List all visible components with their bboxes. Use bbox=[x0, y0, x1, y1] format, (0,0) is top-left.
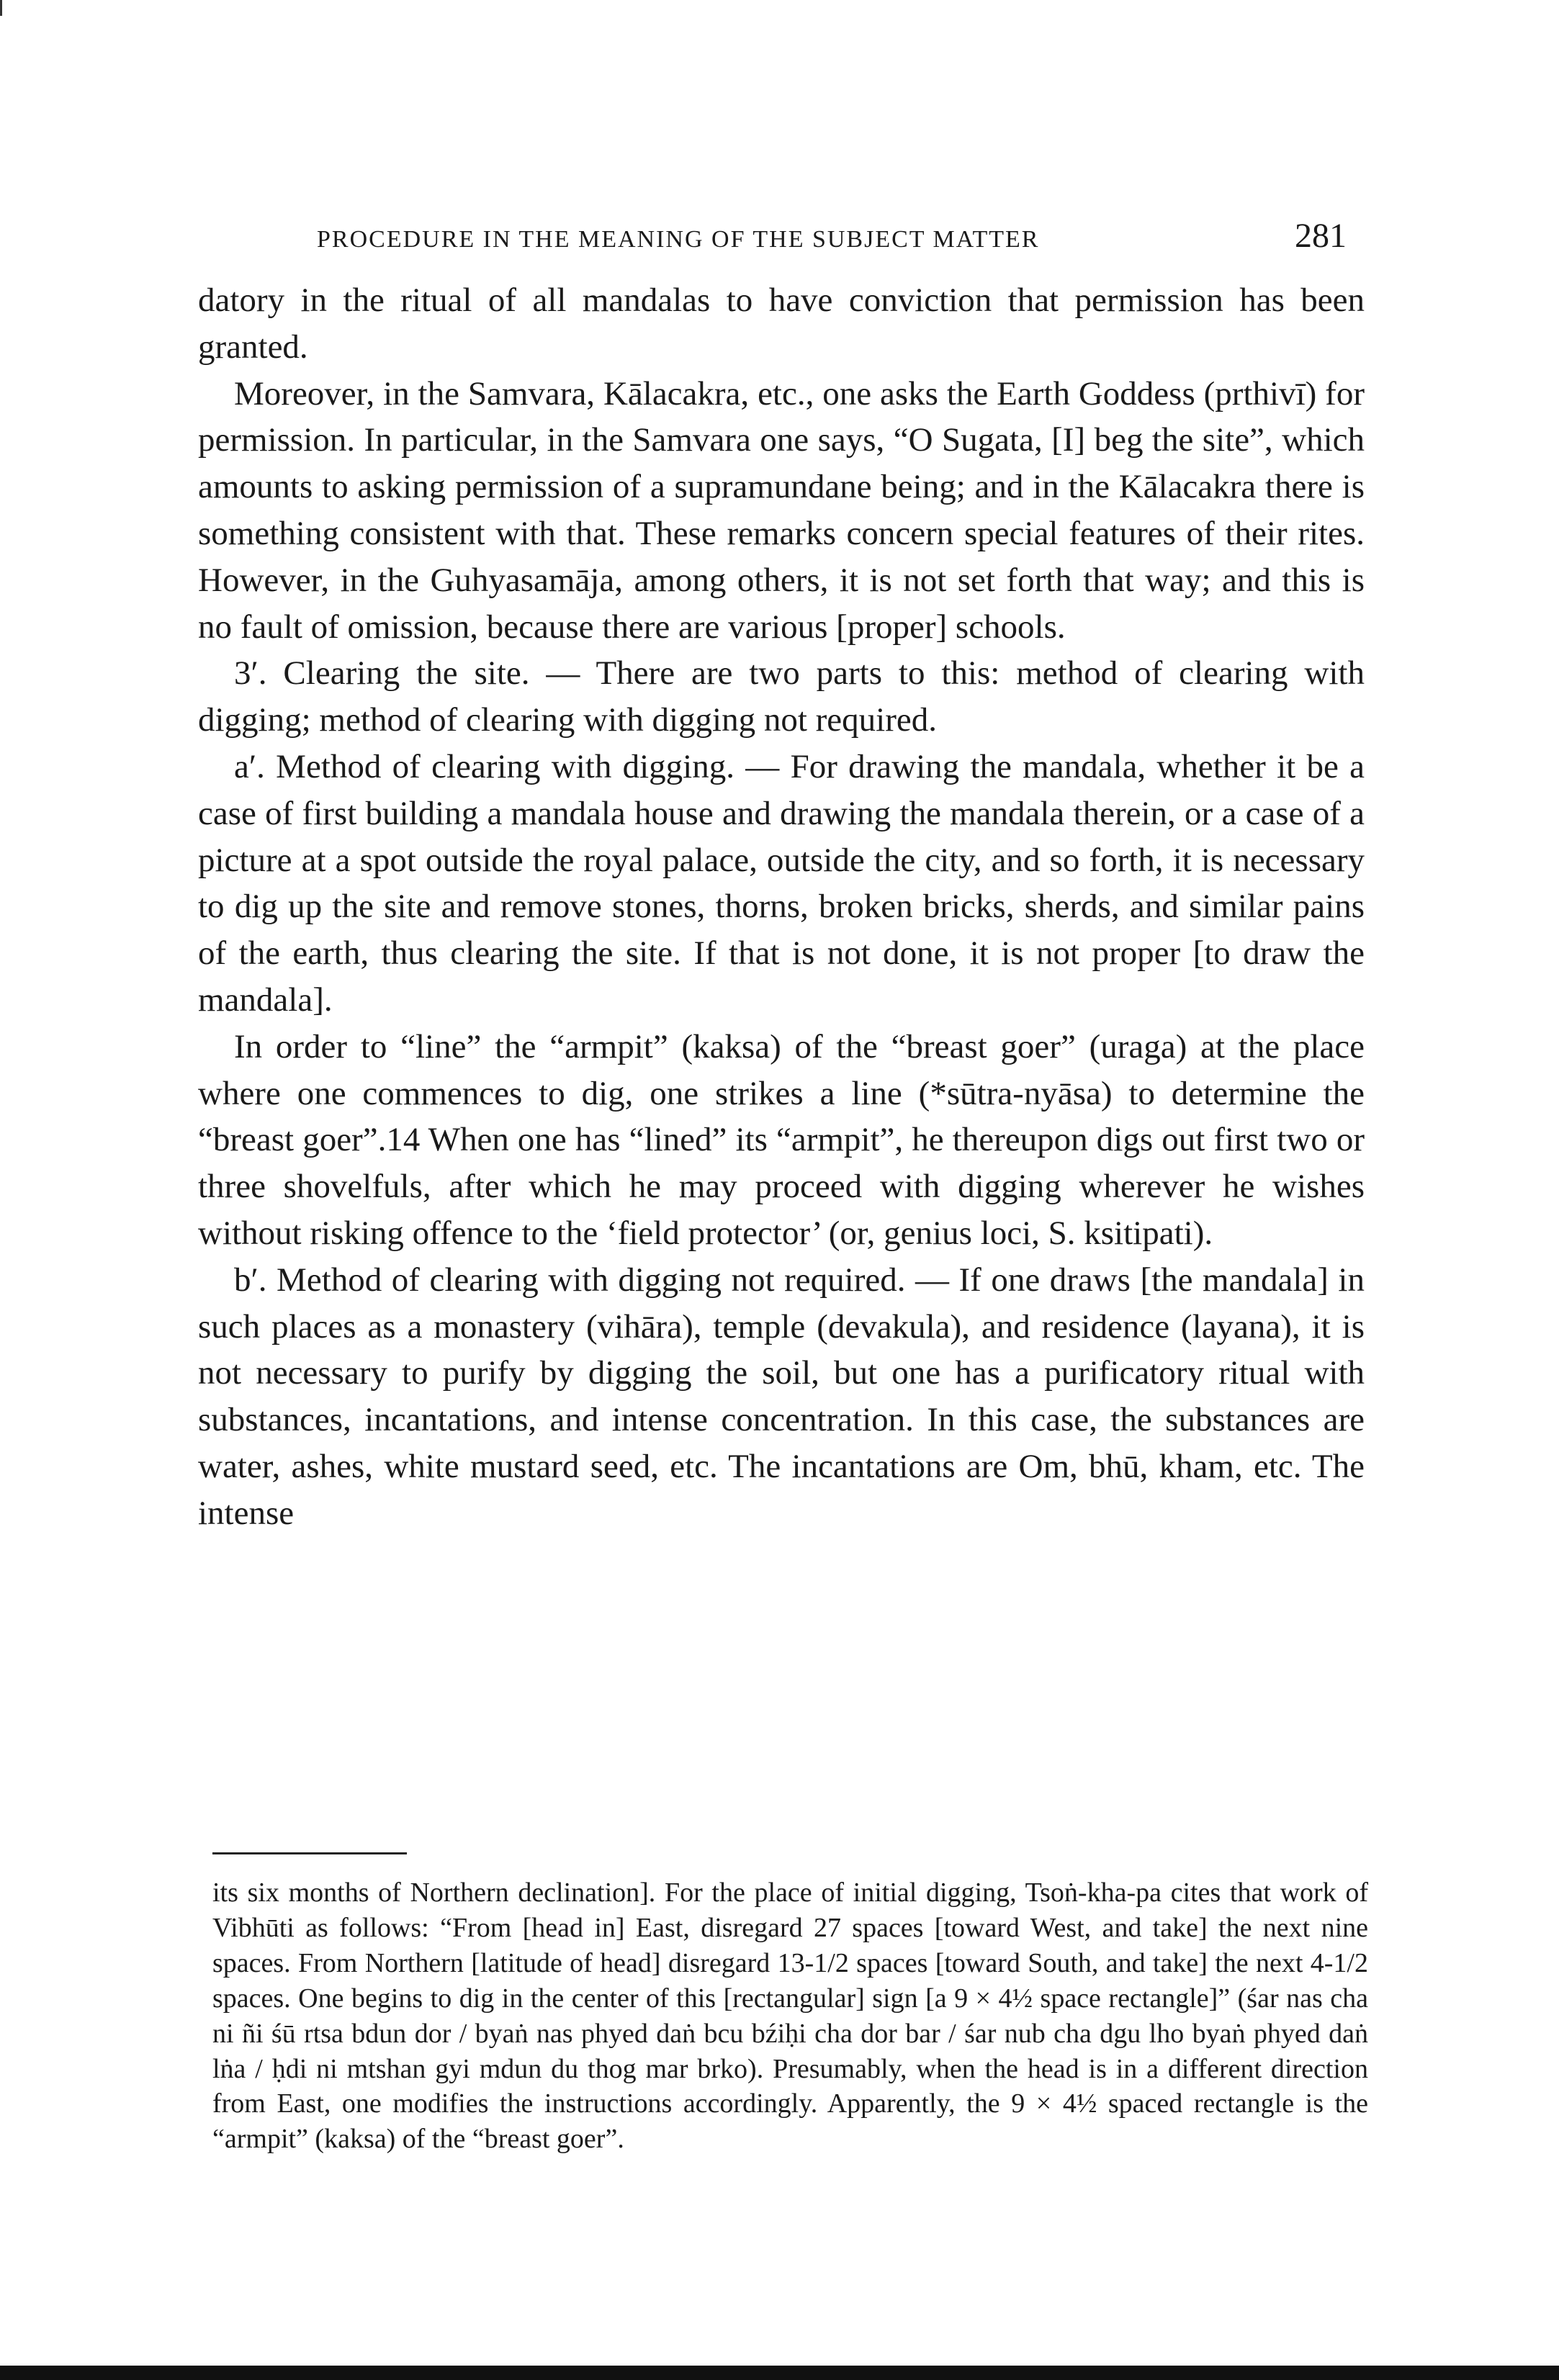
scan-bottom-edge bbox=[0, 2366, 1559, 2380]
footnotes bbox=[212, 1875, 1368, 2157]
body-text bbox=[198, 277, 1365, 1537]
paragraph-continuation: datory in the ritual of all mandalas to have conviction that permission has been granted. bbox=[198, 281, 1365, 366]
running-title: PROCEDURE IN THE MEANING OF THE SUBJECT MATTER bbox=[317, 226, 1040, 253]
paragraph-earth-goddess: Moreover, in the Samvara, Kālacakra, etc., one asks the Earth Goddess (prthivī) for permission. In particular, in the Samvara one says, “O Sugata, [I] beg the site”, which amounts to asking permission of a supramundane being; and in the Kālacakra there is something consistent with that. These remarks concern special features of their rites. However, in the Guhyasamāja, among others, it is not set forth that way; and this is no fault of omission, because there are various [proper] schools. bbox=[198, 374, 1365, 646]
running-header bbox=[317, 216, 1347, 259]
scan-corner-mark bbox=[0, 0, 9, 16]
paragraph-armpit: In order to “line” the “armpit” (kaksa) of the “breast goer” (uraga) at the place where one commences to dig, one strikes a line (*sūtra-nyāsa) to determine the “breast goer”.14 When one has “lined” its “armpit”, he thereupon digs out first two or three shovelfuls, after which he may proceed with digging wherever he wishes without risking offence to the ‘field protector’ (or, genius loci, S. ksitipati). bbox=[198, 1027, 1365, 1252]
page-number: 281 bbox=[1295, 217, 1347, 255]
paragraph-method-digging: a′. Method of clearing with digging. — For drawing the mandala, whether it be a case of first building a mandala house and drawing the mandala therein, or a case of a picture at a spot outside the royal palace, outside the city, and so forth, it is necessary to dig up the site and remove stones, thorns, broken bricks, sherds, and similar pains of the earth, thus clearing the site. If that is not done, it is not proper [to draw the mandala]. bbox=[198, 747, 1365, 1019]
footnote-divider bbox=[212, 1852, 407, 1854]
paragraph-digging-not-required: b′. Method of clearing with digging not required. — If one draws [the mandala] in such places as a monastery (vihāra), temple (devakula), and residence (layana), it is not necessary to purify by digging the soil, but one has a purificatory ritual with substances, incantations, and intense concentration. In this case, the substances are water, ashes, white mustard seed, etc. The incantations are Om, bhū, kham, etc. The intense bbox=[198, 1261, 1365, 1532]
footnote-text: its six months of Northern declination]. For the place of initial digging, Tsoṅ-kha-pa cites that work of Vibhūti as follows: “From [head in] East, disregard 27 spaces [toward West, and take] the next nine spaces. From Northern [latitude of head] disregard 13-1/2 spaces [toward South, and take] the next 4-1/2 spaces. One begins to dig in the center of this [rectangular] sign [a 9 × 4½ space rectangle]” (śar nas cha ni ñi śū rtsa bdun dor / byaṅ nas phyed daṅ bcu bźiḥi cha dor bar / śar nub cha dgu lho byaṅ phyed daṅ lṅa / ḥdi ni mtshan gyi mdun du thog mar brko). Presumably, when the head is in a different direction from East, one modifies the instructions accordingly. Apparently, the 9 × 4½ spaced rectangle is the “armpit” (kaksa) of the “breast goer”. bbox=[212, 1878, 1368, 2155]
paragraph-clearing-site: 3′. Clearing the site. — There are two parts to this: method of clearing with digging; method of clearing with digging not required. bbox=[198, 654, 1365, 739]
